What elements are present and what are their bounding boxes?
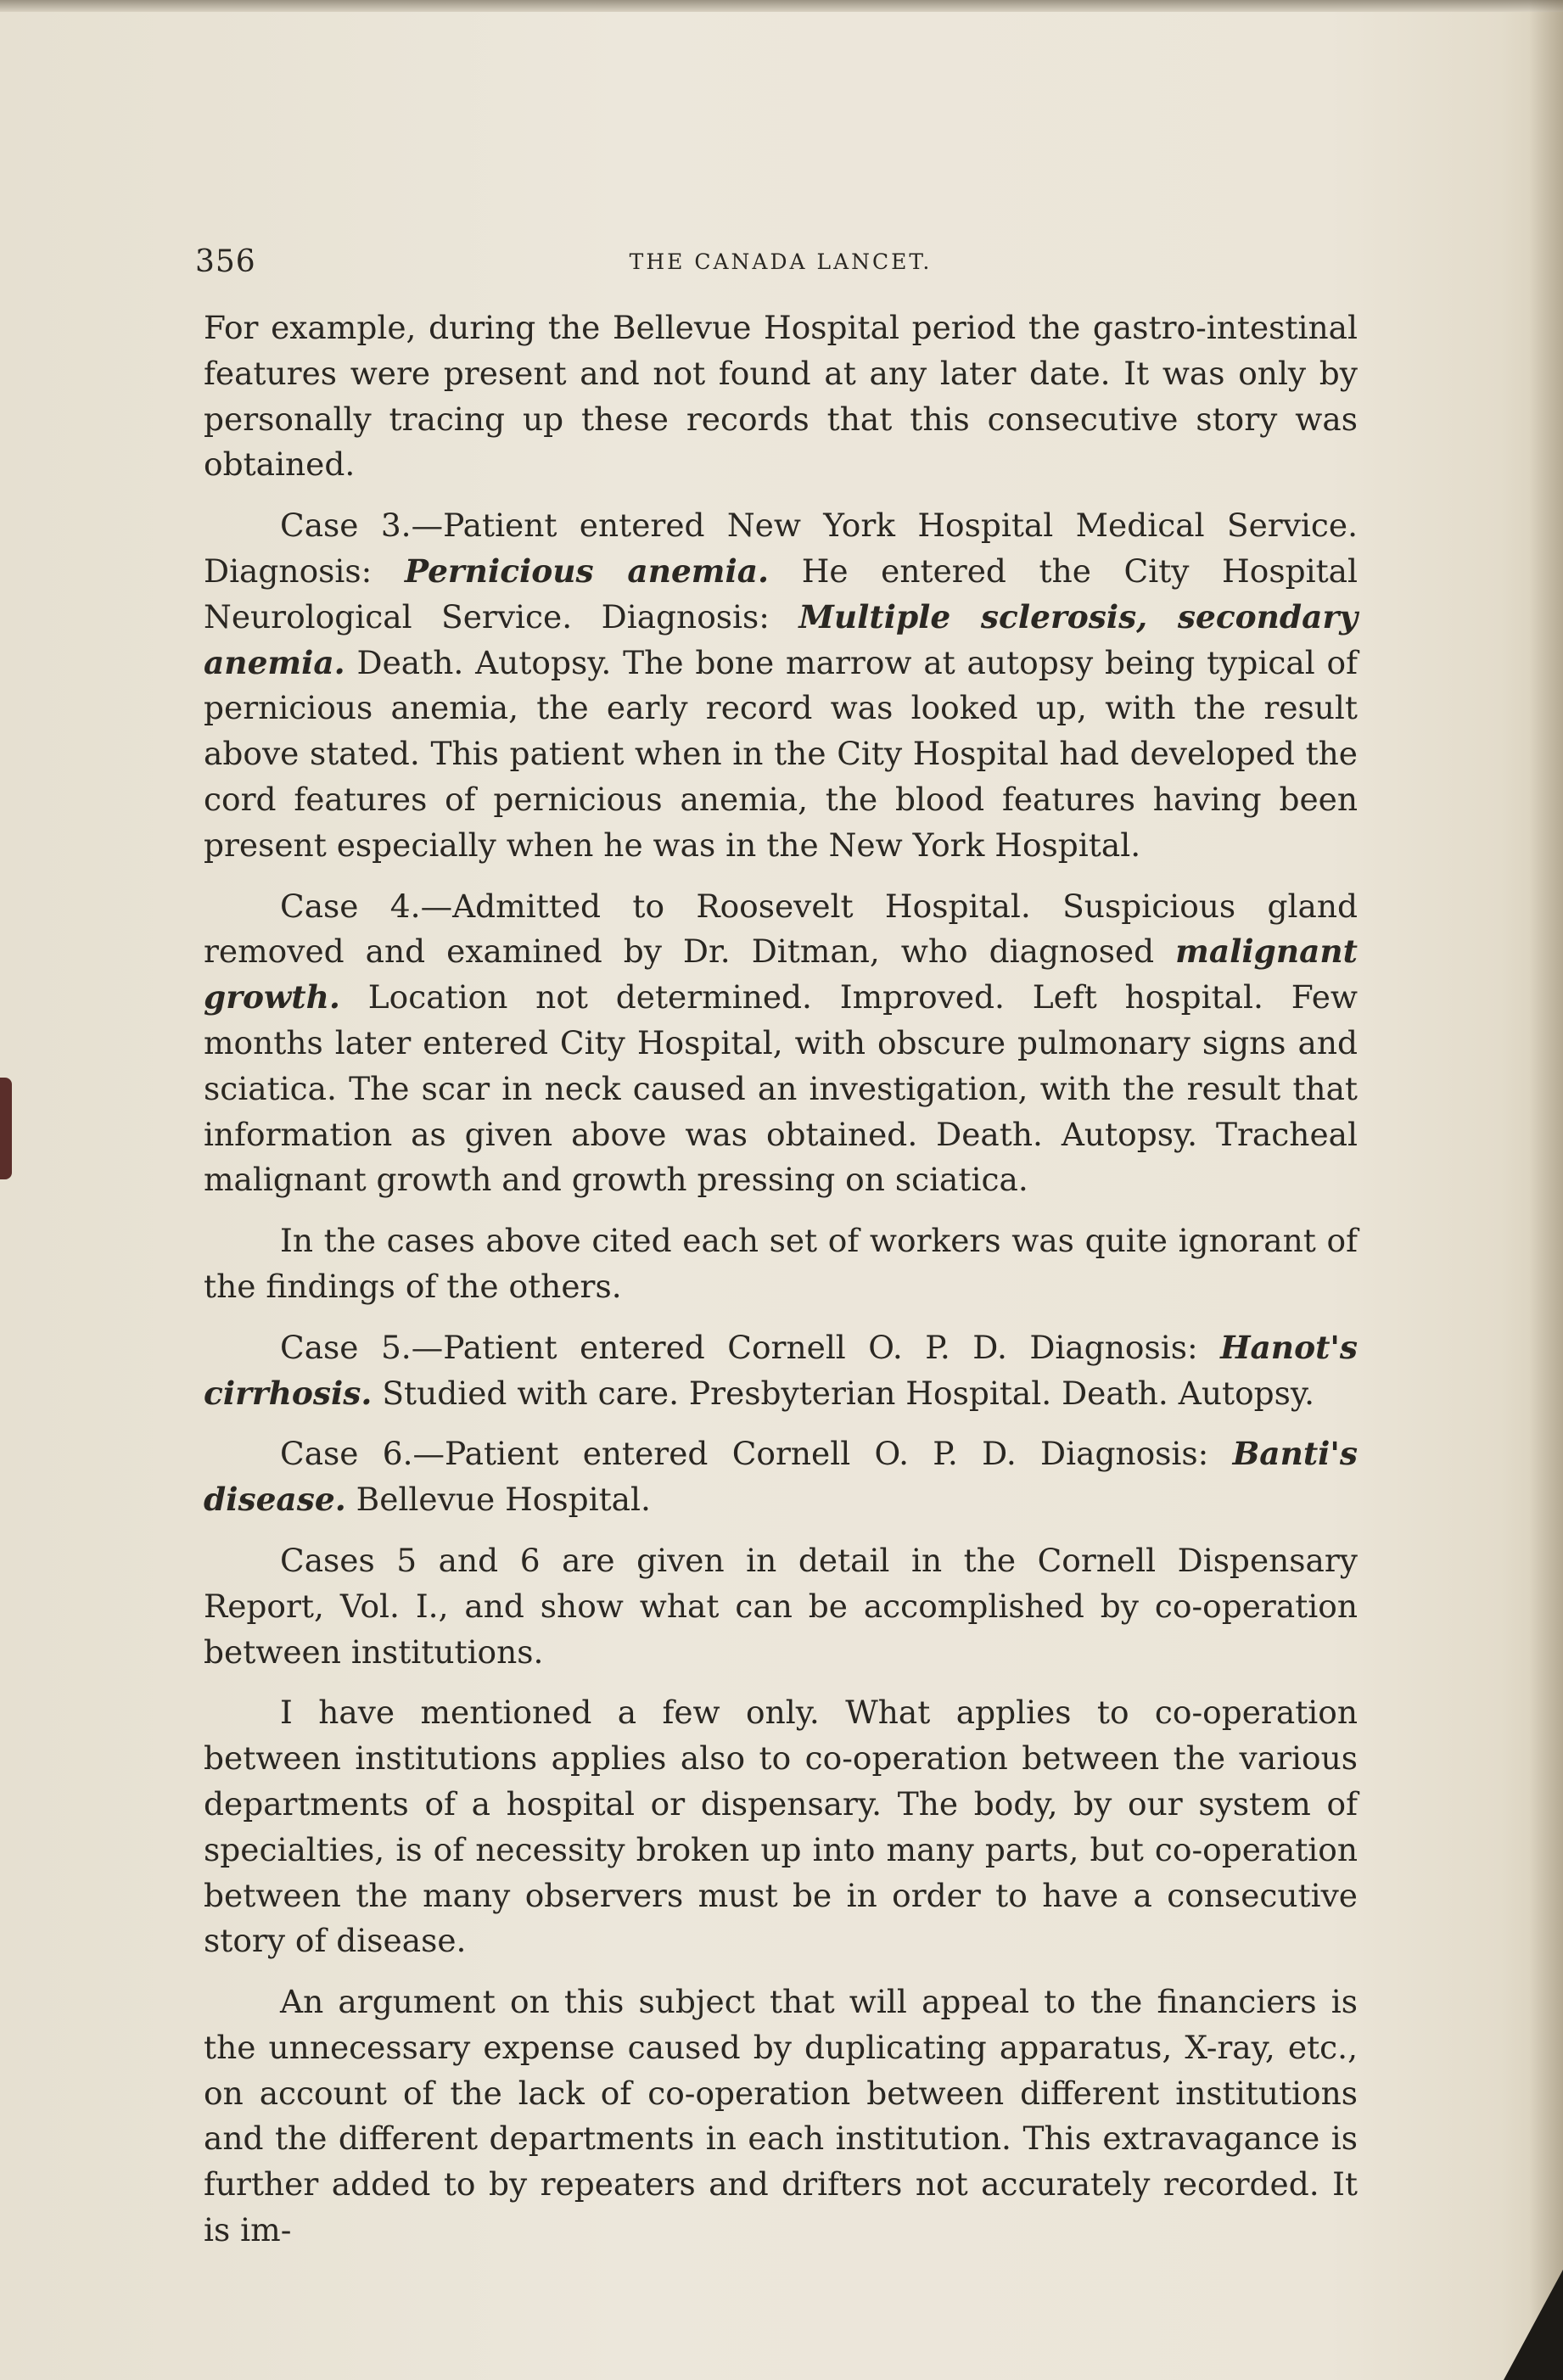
text-run: Bellevue Hospital. [345,1481,651,1519]
italic-term: malignant growth. [204,932,1358,1016]
text-run: He entered the City Hospital Neurological Service. Diagnosis: [204,552,1358,636]
italic-term: Hanot's cirrhosis. [204,1328,1358,1412]
text-run: Case 5.—Patient entered Cornell O. P. D. Diagnosis: [280,1328,1221,1366]
text-run: Case 6.—Patient entered Cornell O. P. D. Diagnosis: [280,1435,1233,1473]
page-number: 356 [195,244,256,279]
paragraph [204,305,1358,488]
text-run: For example, during the Bellevue Hospital period the gastro-intestinal features were present and not found at any later date. It was only by personally tracing up these records that this consecutive story was obtained. [204,309,1358,484]
text-run: An argument on this subject that will appeal to the financiers is the unnecessary expense caused by duplicating apparatus, X-ray, etc., on account of the lack of co-operation between different institutions and the different departments in each institution. This extravagance is further added to by repeaters and drifters not accurately recorded. It is im- [204,1983,1358,2249]
text-run: Case 4.—Admitted to Roosevelt Hospital. Suspicious gland removed and examined by Dr. Ditman, who diagnosed [204,887,1358,971]
page-header [195,238,1366,288]
paragraph [204,1538,1358,1675]
italic-term: Banti's disease. [204,1435,1358,1519]
text-run: I have mentioned a few only. What applies to co-operation between institutions applies also to co-operation between the various departments of a hospital or dispensary. The body, by our system of specialties, is of necessity broken up into many parts, but co-operation between the many observers must be in order to have a consecutive story of disease. [204,1694,1358,1960]
italic-term: Multiple sclerosis, secondary anemia. [204,597,1358,681]
text-run: In the cases above cited each set of workers was quite ignorant of the findings of the others. [204,1222,1358,1305]
corner-shadow [1504,2270,1563,2380]
paragraph [204,1690,1358,1964]
running-head: THE CANADA LANCET. [629,249,933,274]
italic-term: Pernicious anemia. [404,552,770,590]
paragraph [204,884,1358,1204]
body-text [204,305,1358,2269]
paragraph [204,1325,1358,1417]
text-run: Case 3.—Patient entered New York Hospital Medical Service. Diagnosis: [204,507,1358,590]
page-top-edge [0,0,1563,12]
paragraph [204,503,1358,868]
paragraph [204,1980,1358,2254]
left-margin-mark [0,1078,12,1179]
page-right-edge [1529,0,1563,2380]
text-run: Location not determined. Improved. Left hospital. Few months later entered City Hospital, with obscure pulmonary signs and sciatica. The scar in neck caused an investigation, with the result that information as given above was obtained. Death. Autopsy. Tracheal malignant growth and growth pressing on sciatica. [204,978,1358,1199]
text-run: Studied with care. Presbyterian Hospital. Death. Autopsy. [372,1374,1315,1412]
text-run: Cases 5 and 6 are given in detail in the Cornell Dispensary Report, Vol. I., and show what can be accomplished by co-operation between institutions. [204,1541,1358,1671]
paragraph [204,1218,1358,1310]
paragraph [204,1431,1358,1523]
text-run: Death. Autopsy. The bone marrow at autopsy being typical of pernicious anemia, the early record was looked up, with the result above stated. This patient when in the City Hospital had developed the cord features of pernicious anemia, the blood features having been present especially when he was in the New York Hospital. [204,643,1358,864]
